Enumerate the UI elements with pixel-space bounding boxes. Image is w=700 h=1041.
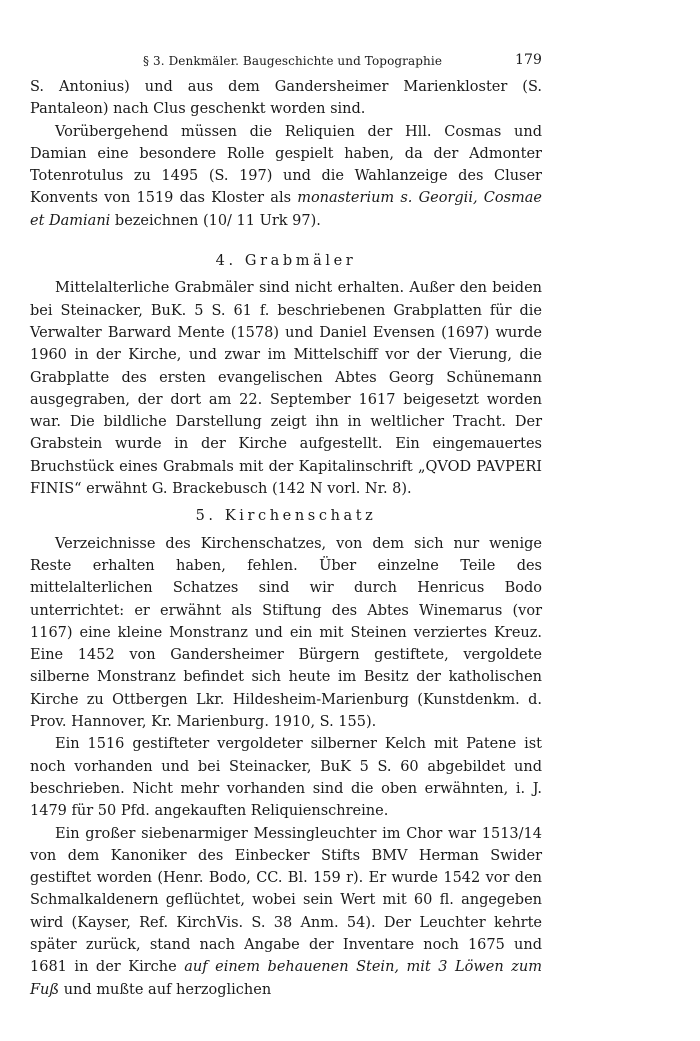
paragraph-text: Ein großer siebenarmiger Messingleuchter im Chor war 1513/14 von dem Kanoniker des Einbecker Stifts BMV Herman Swider gestiftet worden (Henr. Bodo, CC. Bl. 159 r). Er wurde 1542 vor den Schmalkaldenern geflüchtet, wobei sein Wert mit 60 fl. angegeben wird (Kayser, Ref. KirchVis. S. 38 Anm. 54). Der Leuchter kehrte später zurück, stand nach Angabe der Inventare noch 1675 und 1681 in der Kirche <box>30 825 542 976</box>
paragraph-relics <box>30 121 542 232</box>
paragraph-kirchenschatz-1: Verzeichnisse des Kirchenschatzes, von dem sich nur wenige Reste erhalten haben, fehlen. Über einzelne Teile des mittelalterlichen Schatzes sind wir durch Henricus Bodo unterrichtet: er erwähnt als Stiftung des Abtes Winemarus (vor 1167) eine kleine Monstranz und ein mit Steinen verziertes Kreuz. Eine 1452 von Gandersheimer Bürgern gestiftete, vergoldete silberne Monstranz befindet sich heute im Besitz der katholischen Kirche zu Ottbergen Lkr. Hildesheim-Marienburg (Kunstdenkm. d. Prov. Hannover, Kr. Marienburg. 1910, S. 155). <box>30 535 542 731</box>
italic-latin-phrase: monasterium s. Georgii, Cosmae et Damiani <box>30 190 542 229</box>
paragraph-grabmaeler: Mittelalterliche Grabmäler sind nicht erhalten. Außer den beiden bei Steinacker, BuK. 5 S. 61 f. beschriebenen Grabplatten für die Verwalter Barward Mente (1578) und Daniel Evensen (1697) wurde 1960 in der Kirche, und zwar im Mittelschiff vor der Vierung, die Grabplatte des ersten evangelischen Abtes Georg Schünemann ausgegraben, der dort am 22. September 1617 beigesetzt worden war. Die bildliche Darstellung zeigt ihn in weltlicher Tracht. Der Grabstein wurde in der Kirche aufgestellt. Ein eingemauertes Bruchstück eines Grabmals mit der Kapitalinschrift „QVOD PAVPERI FINIS“ erwähnt G. Brackebusch (142 N vorl. Nr. 8). <box>30 280 542 498</box>
section-heading-grabmaeler: 4. Grabmäler <box>215 253 357 270</box>
running-head-title: § 3. Denkmäler. Baugeschichte und Topographie <box>143 54 443 68</box>
paragraph-text: Vorübergehend müssen die Reliquien der Hll. Cosmas und Damian eine besondere Rolle gespielt haben, da der Admonter Totenrotulus zu 1495 (S. 197) und die Wahlanzeige des Cluser Konvents von 1519 das Kloster als <box>30 123 542 207</box>
italic-quote: auf einem behauenen Stein, mit 3 Löwen zum Fuß <box>30 959 542 998</box>
section-heading-kirchenschatz: 5. Kirchenschatz <box>195 508 377 525</box>
paragraph-continued: S. Antonius) und aus dem Gandersheimer Marienkloster (S. Pantaleon) nach Clus geschenkt worden sind. <box>30 79 542 118</box>
paragraph-text: bezeichnen (10/ 11 Urk 97). <box>110 212 321 229</box>
paragraph-kirchenschatz-2: Ein 1516 gestifteter vergoldeter silberner Kelch mit Patene ist noch vorhanden und bei Steinacker, BuK 5 S. 60 abgebildet und beschrieben. Nicht mehr vorhanden sind die oben erwähnten, i. J. 1479 für 50 Pfd. angekauften Reliquienschreine. <box>30 736 542 820</box>
paragraph-text: und mußte auf herzoglichen <box>59 981 272 998</box>
page-body <box>30 76 542 1001</box>
paragraph-kirchenschatz-3 <box>30 823 542 1001</box>
page-number: 179 <box>514 52 542 68</box>
